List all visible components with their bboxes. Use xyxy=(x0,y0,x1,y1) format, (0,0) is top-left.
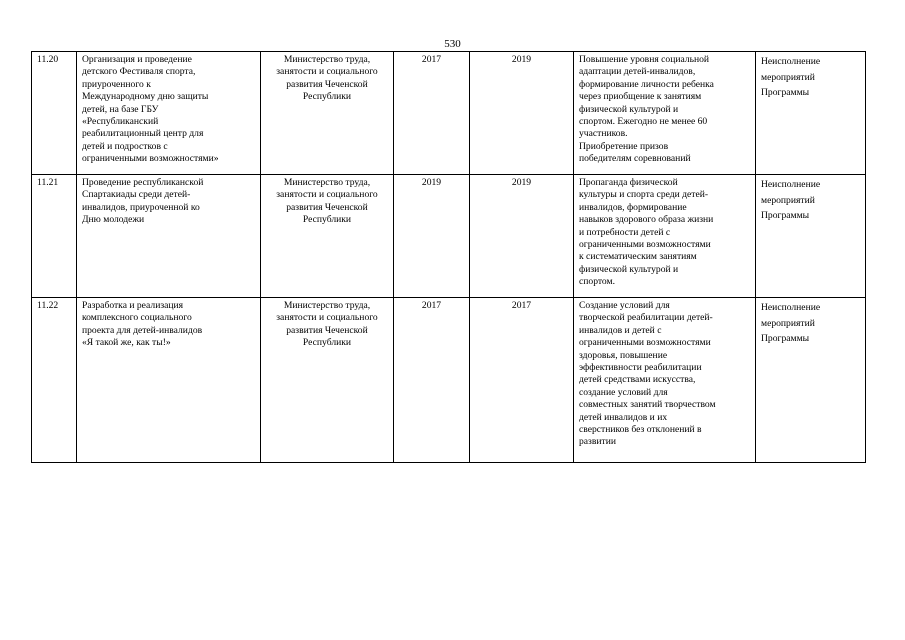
end-year: 2019 xyxy=(470,52,574,175)
executor: Министерство труда, занятости и социального развития Чеченской Республики xyxy=(261,52,394,175)
row-number: 11.20 xyxy=(32,52,77,175)
expected-result: Пропаганда физической культуры и спорта среди детей- инвалидов, формирование навыков здорового образа жизни и потребности детей с ограниченными возможностями к систематическим занятиям физической культурой и спортом. xyxy=(574,175,756,298)
end-year: 2017 xyxy=(470,298,574,463)
executor: Министерство труда, занятости и социального развития Чеченской Республики xyxy=(261,298,394,463)
event-name: Проведение республиканской Спартакиады среди детей- инвалидов, приуроченной ко Дню молодежи xyxy=(77,175,261,298)
program-events-table xyxy=(31,51,866,463)
risk-consequence: Неисполнение мероприятий Программы xyxy=(756,175,866,298)
event-name: Разработка и реализация комплексного социального проекта для детей-инвалидов «Я такой же, как ты!» xyxy=(77,298,261,463)
table-row xyxy=(32,175,866,298)
page-number: 530 xyxy=(444,38,461,50)
event-name: Организация и проведение детского Фестиваля спорта, приуроченного к Международному дню защиты детей, на базе ГБУ «Республиканский реабилитационный центр для детей и подростков с ограниченными возможностями» xyxy=(77,52,261,175)
row-number: 11.22 xyxy=(32,298,77,463)
table-row xyxy=(32,298,866,463)
risk-consequence: Неисполнение мероприятий Программы xyxy=(756,52,866,175)
expected-result: Создание условий для творческой реабилитации детей- инвалидов и детей с ограниченными возможностями здоровья, повышение эффективности реабилитации детей средствами искусства, создание условий для совместных занятий творчеством детей инвалидов и их сверстников без отклонений в развитии xyxy=(574,298,756,463)
start-year: 2019 xyxy=(394,175,470,298)
end-year: 2019 xyxy=(470,175,574,298)
start-year: 2017 xyxy=(394,52,470,175)
row-number: 11.21 xyxy=(32,175,77,298)
table-row xyxy=(32,52,866,175)
start-year: 2017 xyxy=(394,298,470,463)
risk-consequence: Неисполнение мероприятий Программы xyxy=(756,298,866,463)
expected-result: Повышение уровня социальной адаптации детей-инвалидов, формирование личности ребенка через приобщение к занятиям физической культурой и спортом. Ежегодно не менее 60 участников. Приобретение призов победителям соревнований xyxy=(574,52,756,175)
executor: Министерство труда, занятости и социального развития Чеченской Республики xyxy=(261,175,394,298)
